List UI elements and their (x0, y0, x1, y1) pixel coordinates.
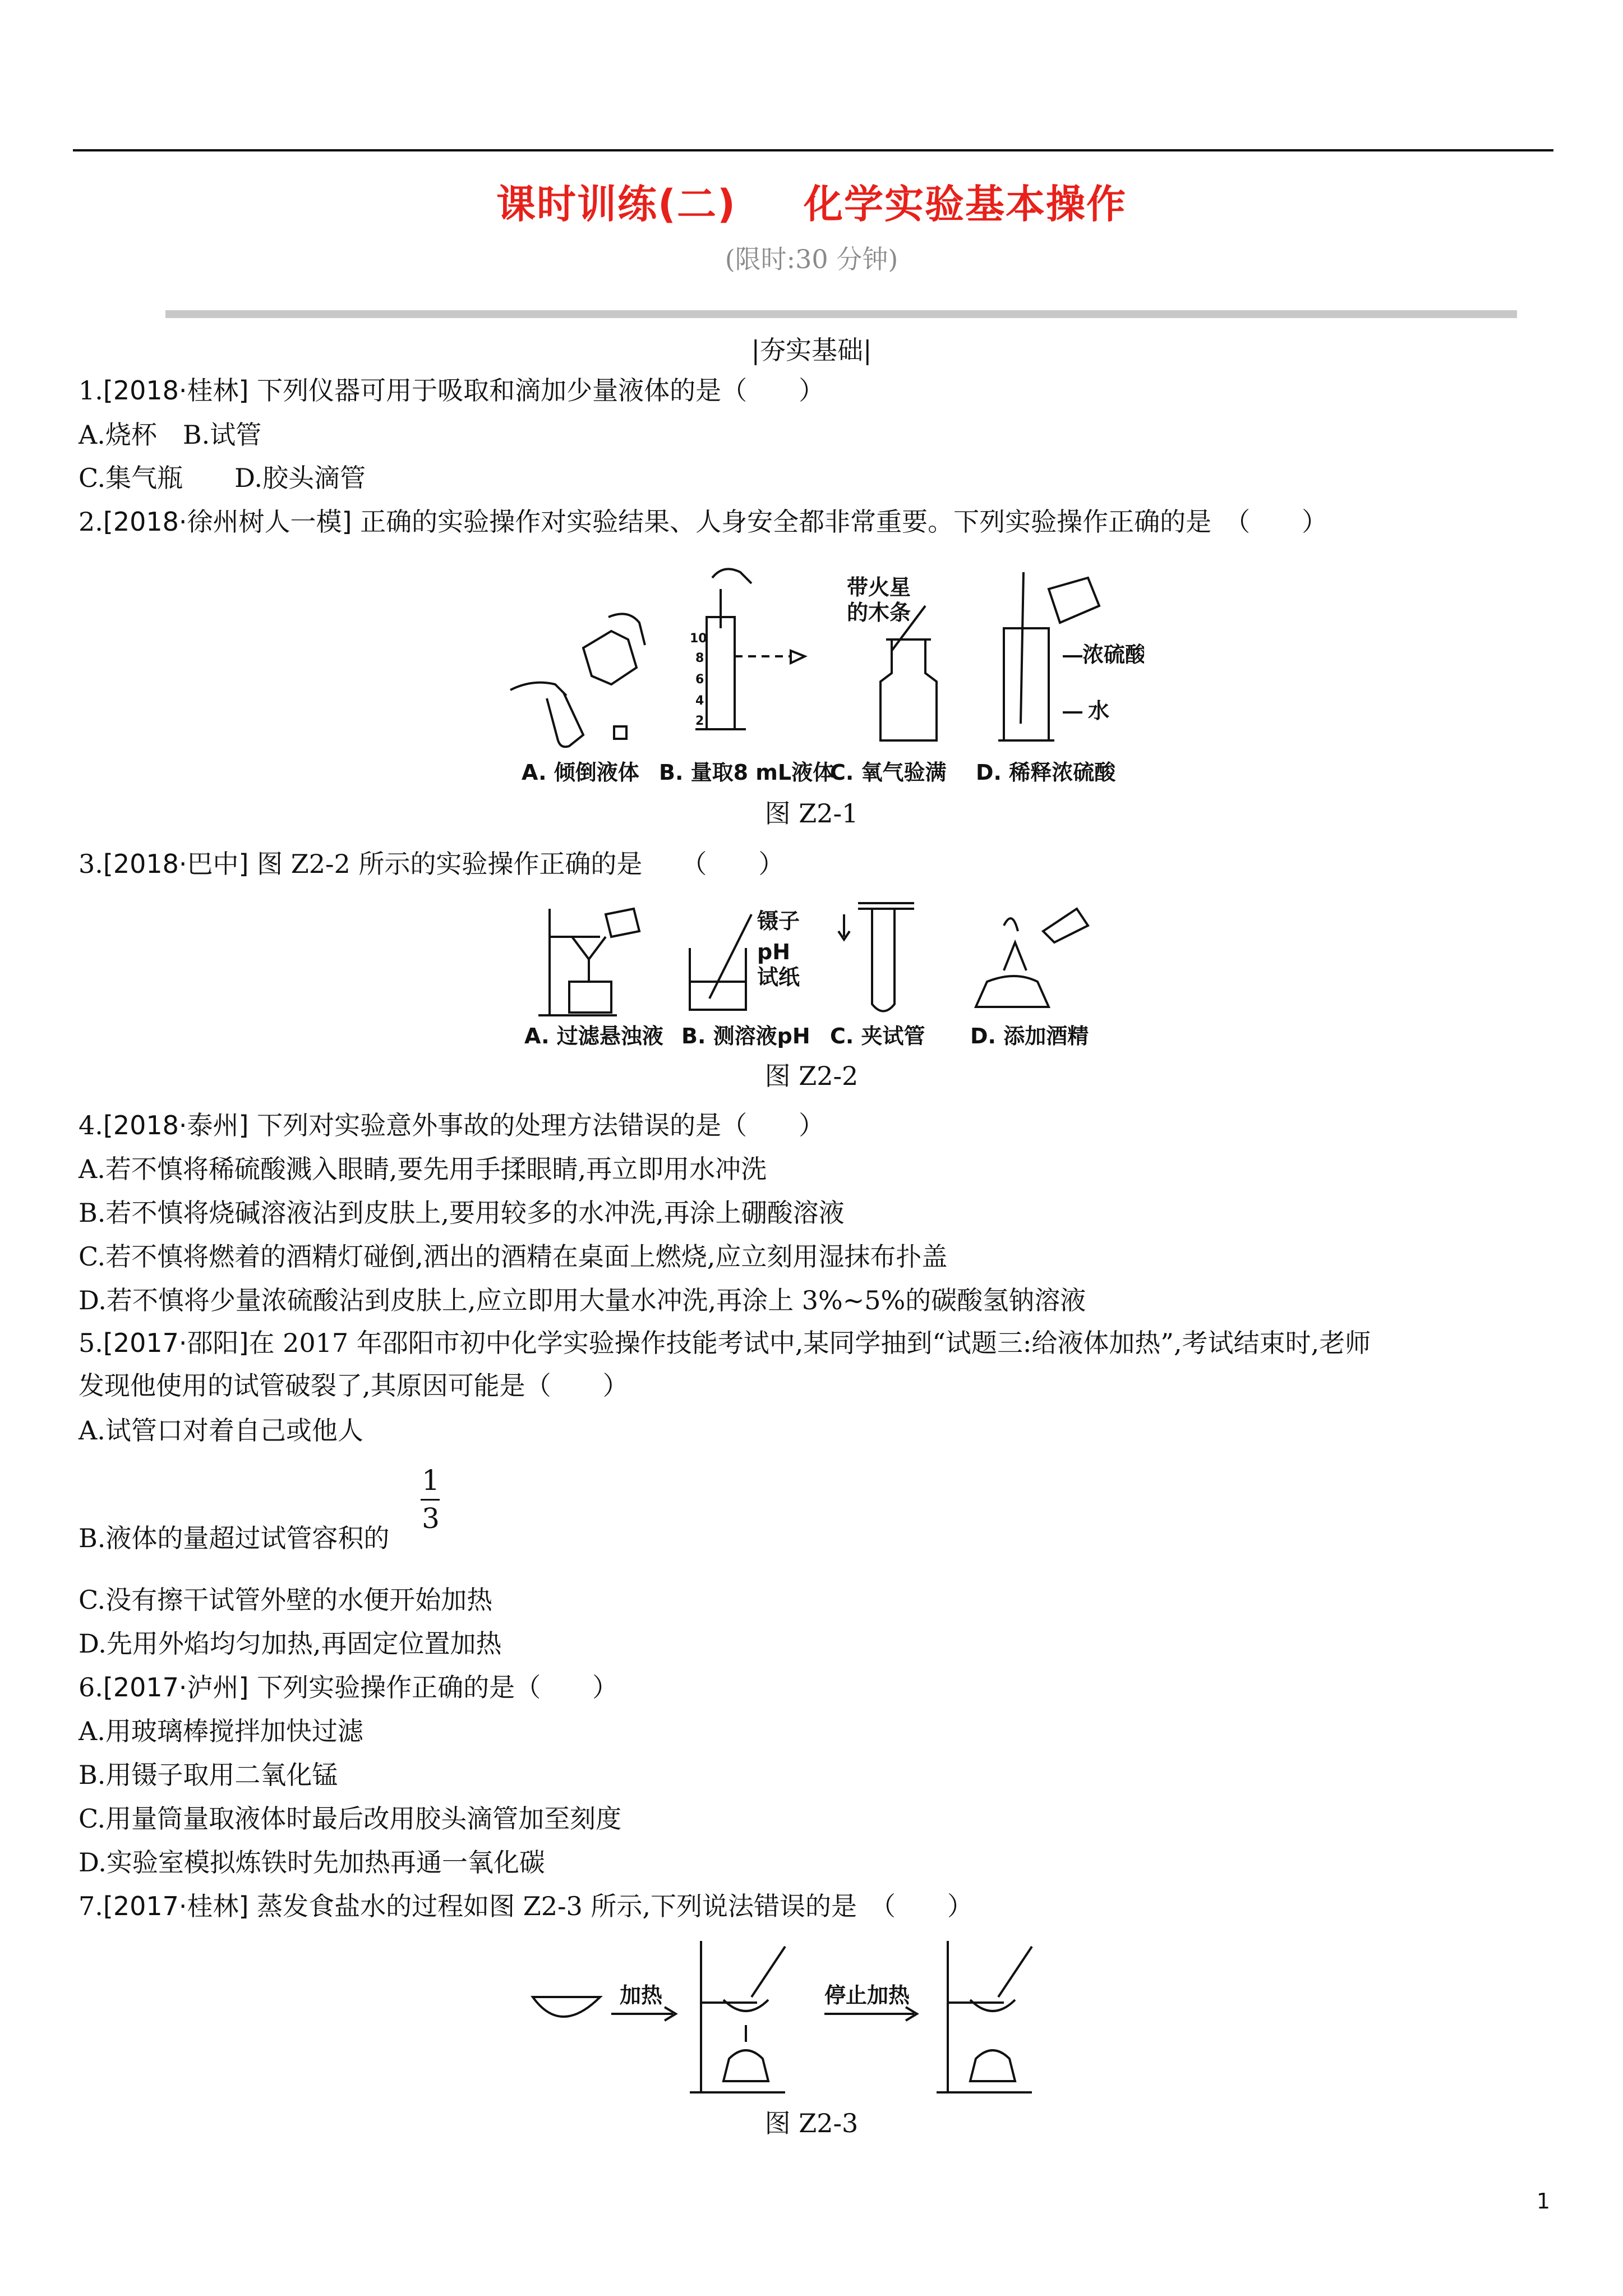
arrow-label-stop-heat: 停止加热 (824, 1983, 910, 2008)
q1-options-ab: A.烧杯 B.试管 (79, 420, 262, 450)
question-4: 4.[2018·泰州] 下列对实验意外事故的处理方法错误的是（ ） (79, 1110, 825, 1140)
q5-option-c: C.没有擦干试管外壁的水便开始加热 (79, 1585, 493, 1615)
acid-label: 浓硫酸 (1082, 642, 1144, 667)
splint-label-1: 带火星 (847, 575, 911, 600)
fig2-label-c: C. 夹试管 (830, 1024, 925, 1048)
ph-label: pH (757, 940, 791, 964)
fig1-label-b: B. 量取8 mL液体 (659, 760, 834, 785)
q6-option-a: A.用玻璃棒搅拌加快过滤 (79, 1716, 363, 1746)
q5-option-d: D.先用外焰均匀加热,再固定位置加热 (79, 1628, 502, 1659)
fig1-label-d: D. 稀释浓硫酸 (976, 760, 1116, 785)
question-7: 7.[2017·桂林] 蒸发食盐水的过程如图 Z2-3 所示,下列说法错误的是 （ ） (79, 1891, 974, 1921)
arrow-label-heat: 加热 (620, 1983, 663, 2008)
lab-operations-illustration-1 (499, 555, 1144, 791)
question-3: 3.[2018·巴中] 图 Z2-2 所示的实验操作正确的是 （ ） (79, 849, 785, 879)
q6-option-b: B.用镊子取用二氧化锰 (79, 1760, 338, 1790)
figure-z2-1 (499, 555, 1144, 791)
test-paper-label: 试纸 (757, 965, 800, 990)
q1-options-cd: C.集气瓶 D.胶头滴管 (79, 463, 366, 493)
q4-option-b: B.若不慎将烧碱溶液沾到皮肤上,要用较多的水冲洗,再涂上硼酸溶液 (79, 1198, 845, 1228)
question-2: 2.[2018·徐州树人一模] 正确的实验操作对实验结果、人身安全都非常重要。下列实验操作正确的是 （ ） (79, 507, 1328, 537)
q4-option-a: A.若不慎将稀硫酸溅入眼睛,要先用手揉眼睛,再立即用水冲洗 (79, 1154, 767, 1184)
figure-z2-2 (522, 892, 1122, 1060)
q6-option-c: C.用量筒量取液体时最后改用胶头滴管加至刻度 (79, 1803, 622, 1834)
question-6: 6.[2017·泸州] 下列实验操作正确的是（ ） (79, 1672, 619, 1703)
tweezer-label: 镊子 (757, 909, 800, 933)
q4-option-d: D.若不慎将少量浓硫酸沾到皮肤上,应立即用大量水冲洗,再涂上 3%~5%的碳酸氢钠溶液 (79, 1285, 1086, 1315)
figure-caption-z2-3: 图 Z2-3 (764, 2108, 859, 2138)
fig1-label-a: A. 倾倒液体 (522, 760, 639, 785)
time-limit: (限时:30 分钟) (725, 244, 898, 274)
q6-option-d: D.实验室模拟炼铁时先加热再通一氧化碳 (79, 1847, 545, 1878)
question-5: 5.[2017·邵阳]在 2017 年邵阳市初中化学实验操作技能考试中,某同学抽到“试题三:给液体加热”,考试结束时,老师 (79, 1328, 1371, 1358)
evaporation-illustration (522, 1930, 1116, 2109)
scale-tick-8: 8 (695, 651, 704, 665)
scale-tick-6: 6 (695, 673, 704, 687)
section-divider (165, 310, 1517, 318)
page-title (0, 173, 1623, 229)
q4-option-c: C.若不慎将燃着的酒精灯碰倒,洒出的酒精在桌面上燃烧,应立刻用湿抹布扑盖 (79, 1241, 948, 1272)
fig2-label-b: B. 测溶液pH (681, 1024, 810, 1048)
fraction-denominator: 3 (422, 1502, 440, 1535)
scale-tick-10: 10 (690, 632, 707, 646)
fraction-numerator: 1 (422, 1464, 440, 1497)
figure-caption-z2-1: 图 Z2-1 (764, 798, 859, 829)
figure-z2-3 (522, 1930, 1116, 2109)
fig2-label-a: A. 过滤悬浊液 (524, 1024, 663, 1048)
page-number: 1 (1536, 2189, 1550, 2214)
scale-tick-2: 2 (695, 714, 704, 728)
top-rule (73, 149, 1553, 151)
question-5-cont: 发现他使用的试管破裂了,其原因可能是（ ） (79, 1370, 629, 1401)
lab-operations-illustration-2 (522, 892, 1122, 1060)
q5-option-b: B.液体的量超过试管容积的 (79, 1523, 390, 1553)
water-label: 水 (1088, 698, 1110, 723)
question-1: 1.[2018·桂林] 下列仪器可用于吸取和滴加少量液体的是（ ） (79, 375, 825, 406)
q5-option-a: A.试管口对着自己或他人 (79, 1415, 363, 1446)
splint-label-2: 的木条 (847, 600, 911, 625)
section-heading: |夯实基础| (751, 335, 872, 365)
title-part-2: 化学实验基本操作 (803, 181, 1127, 227)
fig1-label-c: C. 氧气验满 (830, 760, 947, 785)
scale-tick-4: 4 (695, 694, 704, 708)
figure-caption-z2-2: 图 Z2-2 (764, 1061, 859, 1091)
title-part-1: 课时训练(二) (496, 181, 736, 227)
fraction-bar (421, 1499, 440, 1501)
fig2-label-d: D. 添加酒精 (970, 1024, 1089, 1048)
